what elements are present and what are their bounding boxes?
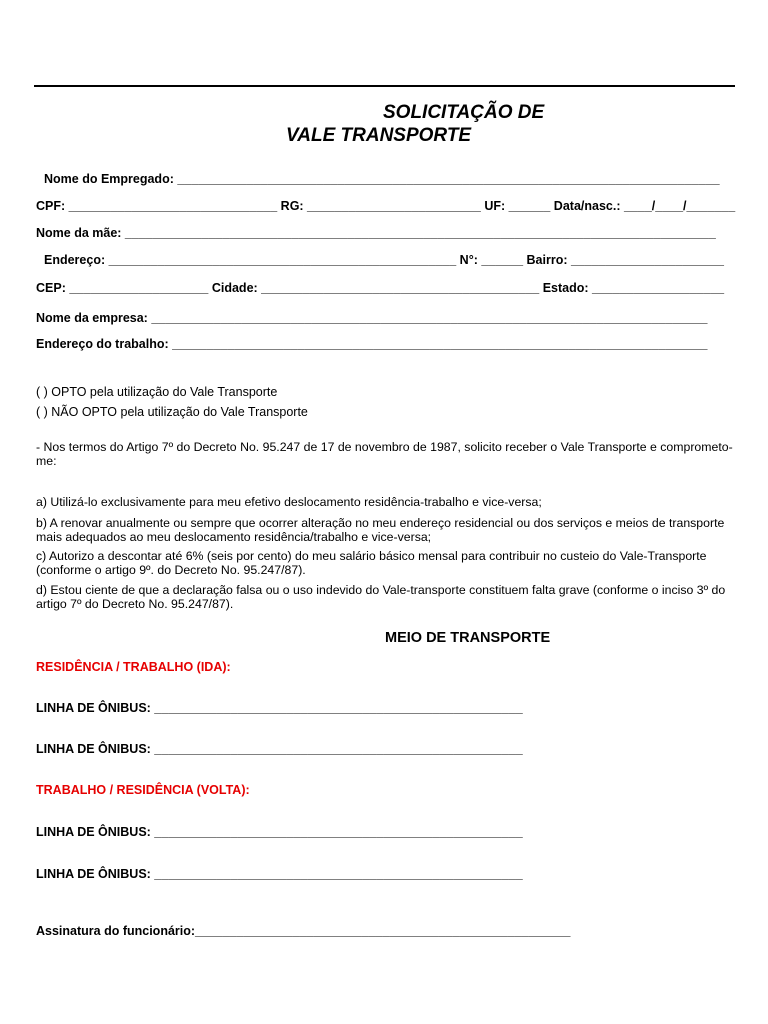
ida-heading: RESIDÊNCIA / TRABALHO (IDA): — [36, 660, 231, 674]
option-nao-opto[interactable]: ( ) NÃO OPTO pela utilização do Vale Transporte — [36, 405, 308, 419]
linha-onibus-ida-1[interactable]: LINHA DE ÔNIBUS: _____________________________________________________ — [36, 701, 523, 715]
field-cep-row[interactable]: CEP: ____________________ Cidade: ________________________________________ Estado: ___________________ — [36, 281, 725, 295]
field-nome-empregado[interactable]: Nome do Empregado: ______________________________________________________________________________ — [44, 172, 720, 186]
intro-paragraph: - Nos termos do Artigo 7º do Decreto No. 95.247 de 17 de novembro de 1987, solicito receber o Vale Transporte e comprometo-me: — [36, 440, 733, 468]
field-nome-empresa[interactable]: Nome da empresa: ________________________________________________________________________________ — [36, 311, 708, 325]
item-c: c) Autorizo a descontar até 6% (seis por cento) do meu salário básico mensal para contribuir no custeio do Vale-Transporte (conforme o artigo 9º. do Decreto No. 95.247/87). — [36, 549, 707, 577]
assinatura-funcionario[interactable]: Assinatura do funcionário:______________________________________________________ — [36, 924, 571, 938]
title-line-1: SOLICITAÇÃO DE — [383, 102, 545, 123]
linha-onibus-volta-1[interactable]: LINHA DE ÔNIBUS: _____________________________________________________ — [36, 825, 523, 839]
field-endereco-trabalho[interactable]: Endereço do trabalho: _____________________________________________________________________________ — [36, 337, 708, 351]
item-b: b) A renovar anualmente ou sempre que ocorrer alteração no meu endereço residencial ou dos serviços e meios de transporte mais adequados ao meu deslocamento residência/trabalho e vice-versa; — [36, 516, 725, 544]
linha-onibus-volta-2[interactable]: LINHA DE ÔNIBUS: _____________________________________________________ — [36, 867, 523, 881]
top-rule — [34, 85, 735, 87]
title-line-2: VALE TRANSPORTE — [286, 125, 472, 146]
meio-transporte-heading: MEIO DE TRANSPORTE — [385, 630, 551, 646]
field-nome-mae[interactable]: Nome da mãe: _____________________________________________________________________________________ — [36, 226, 716, 240]
field-endereco-row[interactable]: Endereço: __________________________________________________ N°: ______ Bairro: ______________________ — [44, 253, 724, 267]
field-cpf-row[interactable]: CPF: ______________________________ RG: _________________________ UF: ______ Data/nasc.: ____/____/_______ — [36, 199, 736, 213]
item-d: d) Estou ciente de que a declaração falsa ou o uso indevido do Vale-transporte constituem falta grave (conforme o inciso 3º do artigo 7º do Decreto No. 95.247/87). — [36, 583, 726, 611]
option-opto[interactable]: ( ) OPTO pela utilização do Vale Transporte — [36, 385, 278, 399]
volta-heading: TRABALHO / RESIDÊNCIA (VOLTA): — [36, 783, 250, 797]
linha-onibus-ida-2[interactable]: LINHA DE ÔNIBUS: _____________________________________________________ — [36, 742, 523, 756]
item-a: a) Utilizá-lo exclusivamente para meu efetivo deslocamento residência-trabalho e vice-versa; — [36, 495, 542, 509]
